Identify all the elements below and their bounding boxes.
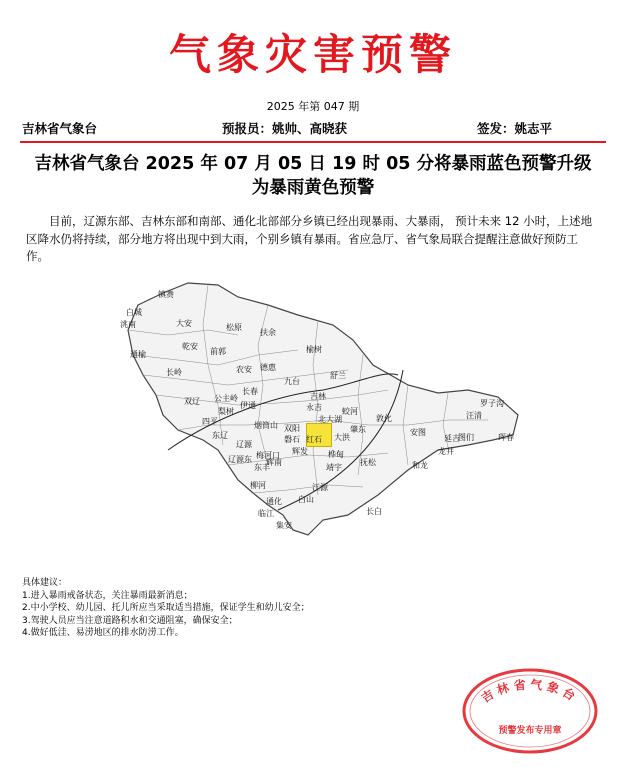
suggestions <box>22 577 442 640</box>
place-label: 辉发 <box>292 447 308 456</box>
place-label: 梨树 <box>218 407 234 416</box>
place-label: 延吉 <box>444 434 460 443</box>
place-label: 红石 <box>306 435 322 444</box>
place-label: 白城 <box>126 308 142 317</box>
document-title: 气象灾害预警 <box>168 30 457 79</box>
place-label: 东丰 <box>254 463 270 472</box>
place-label: 永吉 <box>306 403 322 412</box>
place-label: 长春 <box>242 387 258 396</box>
place-label: 松原 <box>226 323 242 332</box>
issuer: 签发：姚志平 <box>477 121 553 136</box>
issue-number: 2025 年第 047 期 <box>266 100 360 113</box>
place-label: 榆树 <box>306 345 322 354</box>
place-label: 敦化 <box>376 414 392 423</box>
place-label: 安图 <box>410 428 426 437</box>
seal-purpose-text: 预警发布专用章 <box>498 726 562 736</box>
red-divider <box>20 141 606 143</box>
place-label: 龙井 <box>438 447 454 456</box>
place-label: 汪清 <box>466 411 482 420</box>
place-label: 烟筒山 <box>254 421 278 430</box>
suggestion-item: 3.驾驶人员应当注意道路积水和交通阻塞，确保安全； <box>22 615 238 626</box>
place-label: 和龙 <box>412 461 428 470</box>
place-label: 梅河口 <box>256 451 280 460</box>
place-label: 集安 <box>276 521 292 530</box>
place-label: 江源 <box>312 483 328 492</box>
place-label: 伊通 <box>240 401 256 410</box>
place-label: 临江 <box>258 509 274 518</box>
suggestions-heading: 具体建议： <box>22 578 68 588</box>
place-label: 白山 <box>298 495 314 504</box>
place-label: 北大湖 <box>318 415 342 424</box>
seal-org-text: 吉林省气象台 <box>478 677 582 706</box>
place-label: 通化 <box>266 497 282 506</box>
place-label: 辽源东 <box>228 455 252 464</box>
svg-text:吉林省气象台 <box>478 677 581 706</box>
place-label: 通榆 <box>130 350 146 359</box>
place-label: 珲春 <box>498 433 514 442</box>
official-seal <box>461 667 599 755</box>
place-label: 抚松 <box>360 458 376 467</box>
place-label: 九台 <box>284 377 300 386</box>
warning-headline: 吉林省气象台 2025 年 07 月 05 日 19 时 05 分将暴雨蓝色预警升级为暴雨黄色预警 <box>34 154 592 198</box>
forecasters: 预报员：姚帅、高晓获 <box>222 121 348 136</box>
suggestion-item: 1.进入暴雨戒备状态，关注暴雨最新消息； <box>22 590 193 601</box>
place-label: 双辽 <box>184 397 200 406</box>
province-map <box>108 275 528 555</box>
place-label: 靖宇 <box>326 463 342 472</box>
place-label: 德惠 <box>260 363 276 372</box>
place-label: 长白 <box>366 507 382 516</box>
agency-name: 吉林省气象台 <box>22 121 98 136</box>
place-label: 农安 <box>236 365 252 374</box>
place-label: 长岭 <box>166 368 182 377</box>
place-label: 双阳 <box>284 424 300 433</box>
place-label: 桦甸 <box>328 450 344 459</box>
suggestion-item: 2.中小学校、幼儿园、托儿所应当采取适当措施，保证学生和幼儿安全； <box>22 603 310 613</box>
place-label: 磐石 <box>284 435 300 444</box>
place-label: 图们 <box>458 433 474 442</box>
place-label: 扶余 <box>260 328 276 337</box>
place-label: 大安 <box>176 319 192 328</box>
place-label: 辉南 <box>266 458 282 467</box>
place-label: 罗子沟 <box>480 399 504 408</box>
place-label: 前郭 <box>210 347 226 356</box>
warning-body: 目前，辽源东部、吉林东部和南部、通化北部部分乡镇已经出现暴雨、大暴雨， 预计未来 12 小时，上述地区降水仍将持续，部分地方将出现中到大雨，个别乡镇有暴雨。省应急厅、省气象局联合提醒注意做好预防工作。 <box>26 214 593 263</box>
place-label: 洮南 <box>120 320 136 329</box>
suggestion-item: 4.做好低洼、易涝地区的排水防涝工作。 <box>22 628 184 638</box>
place-label: 吉林 <box>310 392 326 401</box>
place-label: 乾安 <box>182 342 198 351</box>
place-label: 大洪 <box>334 433 350 442</box>
place-label: 公主岭 <box>214 394 238 403</box>
place-label: 四平 <box>202 417 218 426</box>
place-label: 镇赉 <box>158 290 174 299</box>
place-label: 辽源 <box>236 440 252 449</box>
place-label: 肇东 <box>350 425 366 434</box>
place-label: 蛟河 <box>342 407 358 416</box>
place-label: 柳河 <box>250 481 266 490</box>
place-label: 东辽 <box>212 431 228 440</box>
place-label: 舒兰 <box>330 371 346 380</box>
